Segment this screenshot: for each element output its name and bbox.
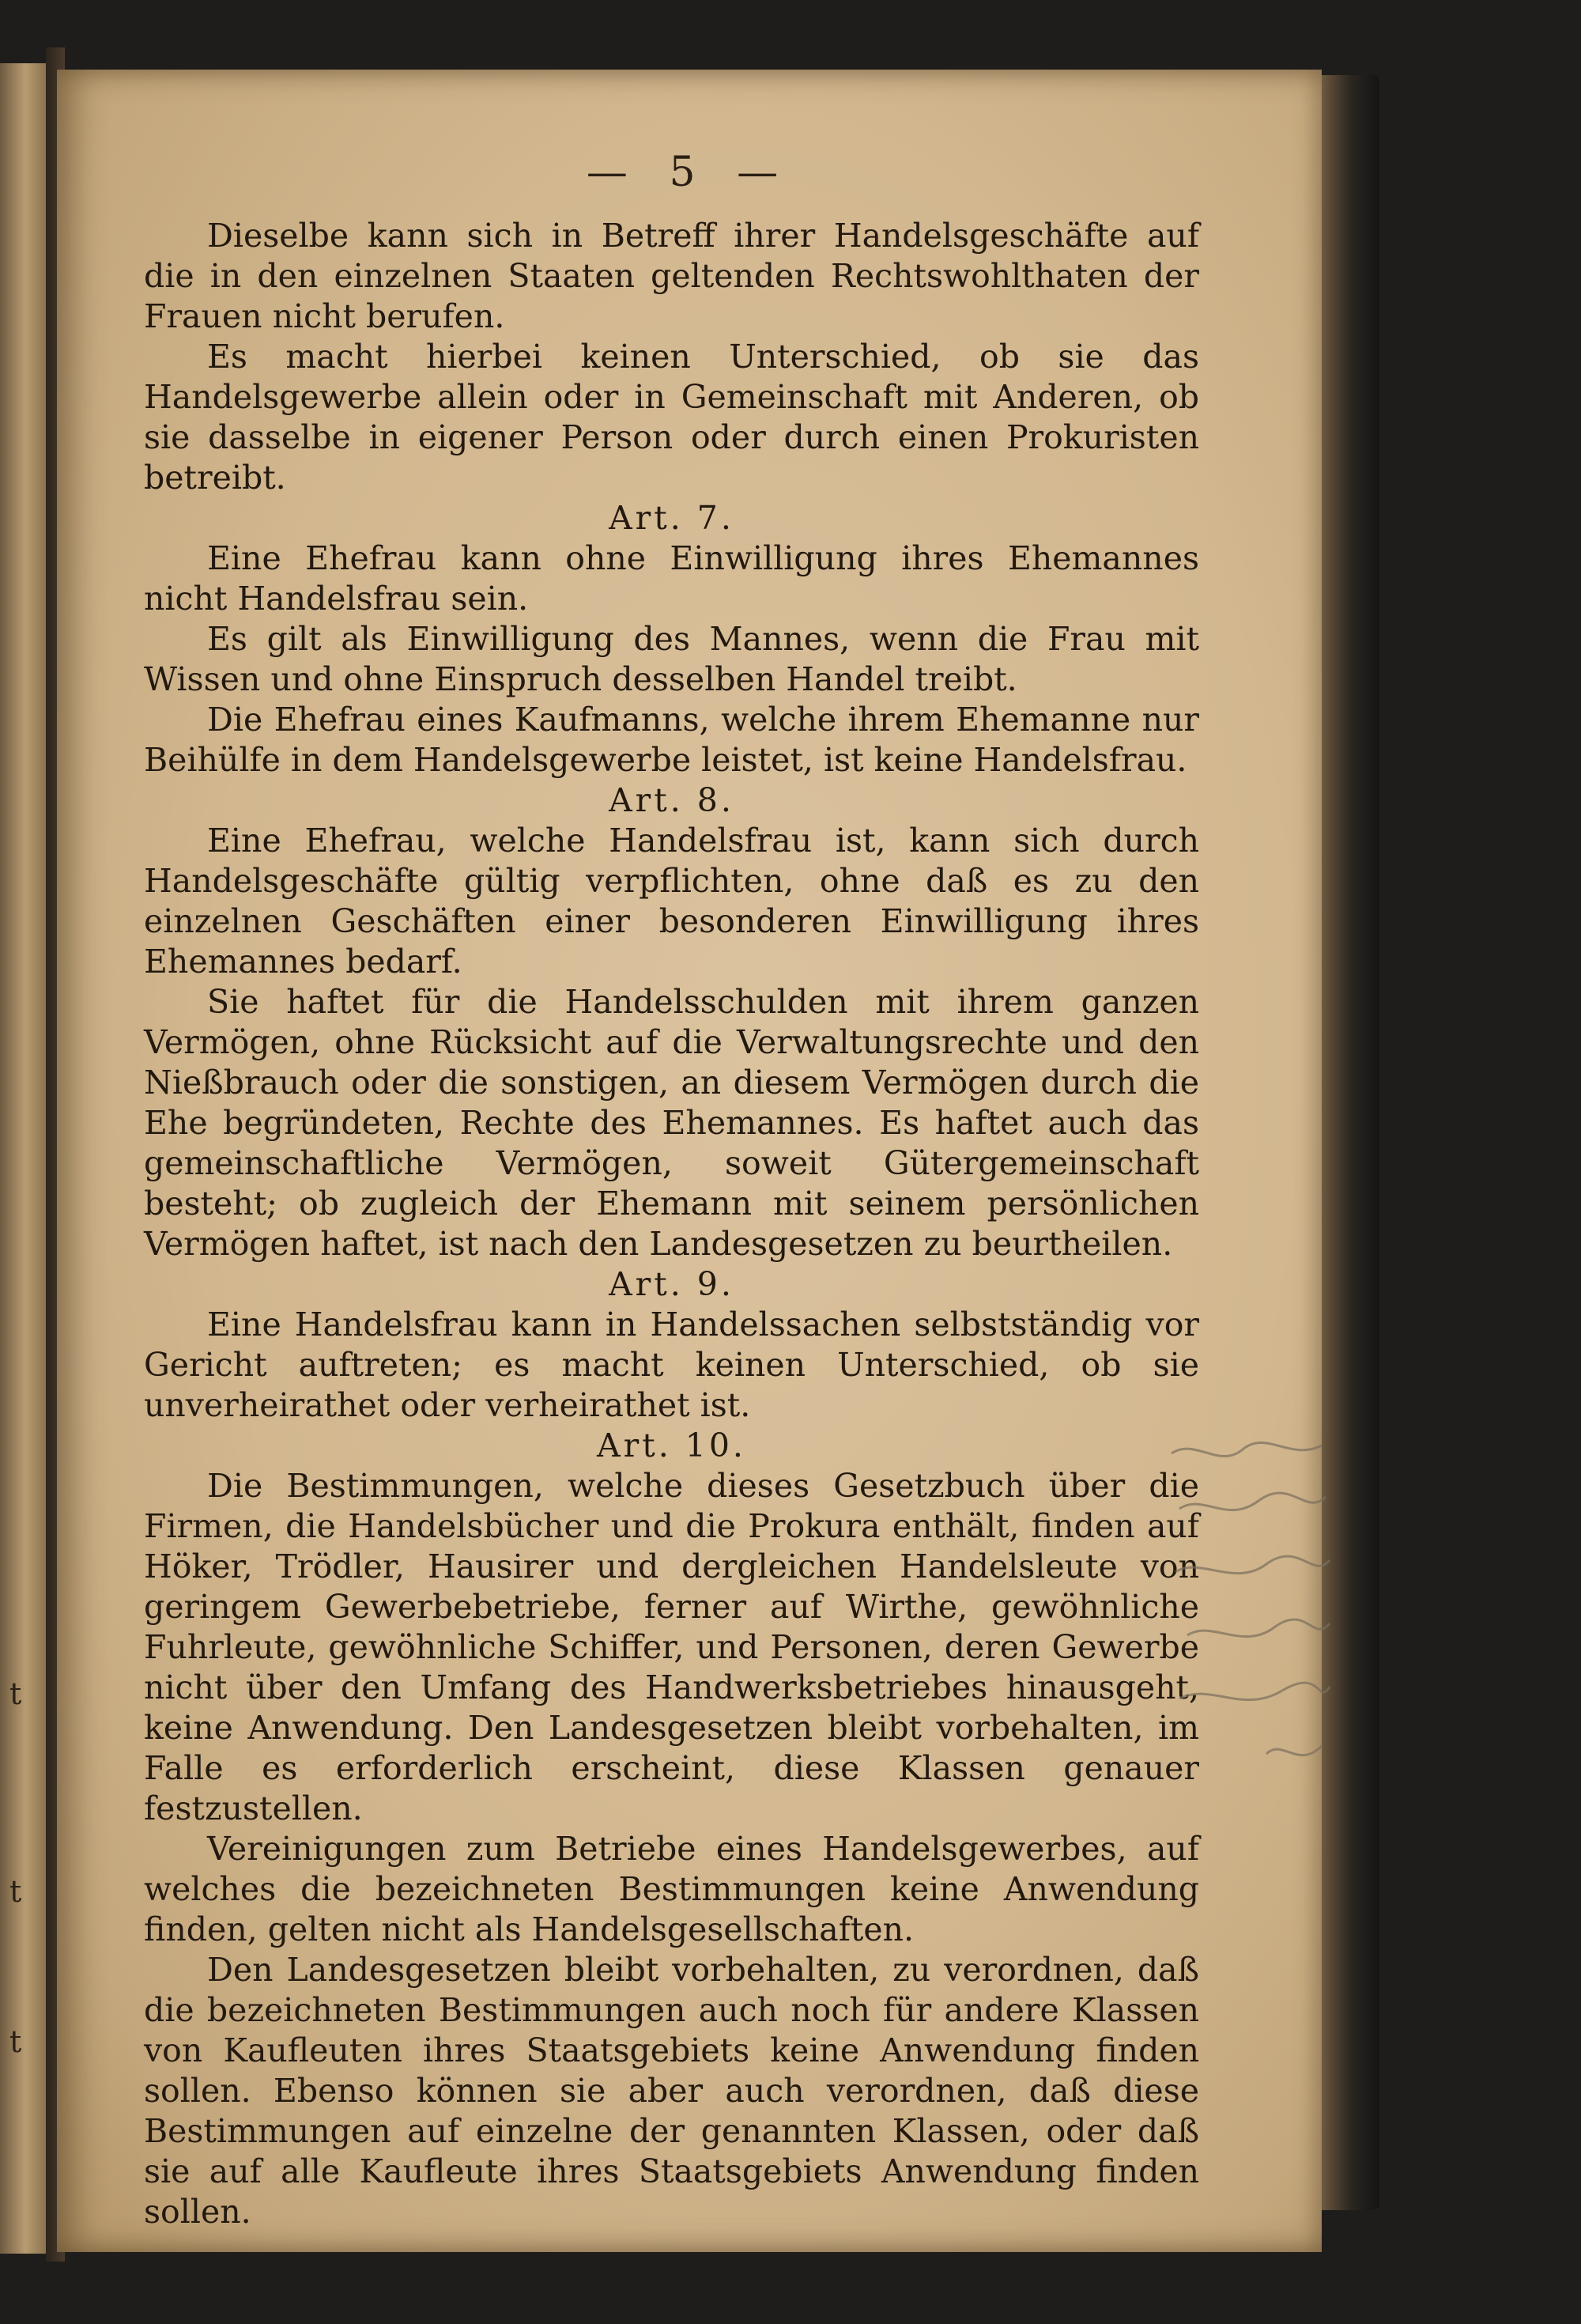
paragraph: Eine Ehefrau, welche Handelsfrau ist, kann sich durch Handelsgeschäfte gültig verpflichten, ohne daß es zu den einzelnen Geschäften einer besonderen Einwilligung ihres Ehemannes bedarf.: [144, 822, 1199, 981]
book-page: [57, 70, 1322, 2252]
paragraph: Dieselbe kann sich in Betreff ihrer Handelsgeschäfte auf die in den einzelnen Staaten geltenden Rechtswohlthaten der Frauen nicht berufen.: [144, 217, 1199, 335]
previous-page-letter: t: [9, 2024, 22, 2059]
page-number-value: 5: [669, 149, 710, 196]
paragraph: Es macht hierbei keinen Unterschied, ob sie das Handelsgewerbe allein oder in Gemeinschaft mit Anderen, ob sie dasselbe in eigener Person oder durch einen Prokuristen betreibt.: [144, 338, 1199, 497]
page-text: [144, 216, 1199, 2232]
article-heading: Art. 10.: [597, 1427, 746, 1464]
paragraph: Eine Handelsfrau kann in Handelssachen selbstständig vor Gericht auftreten; es macht keinen Unterschied, ob sie unverheirathet oder verheirathet ist.: [144, 1306, 1199, 1424]
previous-page-letter: t: [9, 1874, 22, 1909]
paragraph: Die Ehefrau eines Kaufmanns, welche ihrem Ehemanne nur Beihülfe in dem Handelsgewerbe leistet, ist keine Handelsfrau.: [144, 701, 1199, 779]
article-heading: Art. 9.: [609, 1265, 734, 1303]
article-heading: Art. 8.: [609, 781, 734, 819]
article-heading: Art. 7.: [609, 499, 734, 537]
previous-page-letter: t: [9, 1676, 22, 1711]
paragraph: Es gilt als Einwilligung des Mannes, wenn die Frau mit Wissen und ohne Einspruch desselben Handel treibt.: [144, 620, 1199, 698]
previous-page-edge: [0, 63, 46, 2254]
paragraph: Sie haftet für die Handelsschulden mit ihrem ganzen Vermögen, ohne Rücksicht auf die Verwaltungsrechte und den Nießbrauch oder die sonstigen, an diesem Vermögen durch die Ehe begründeten, Rechte des Ehemannes. Es haftet auch das gemeinschaftliche Vermögen, soweit Gütergemeinschaft besteht; ob zugleich der Ehemann mit seinem persönlichen Vermögen haftet, ist nach den Landesgesetzen zu beurtheilen.: [144, 983, 1199, 1263]
paragraph: Den Landesgesetzen bleibt vorbehalten, zu verordnen, daß die bezeichneten Bestimmungen auch noch für andere Klassen von Kaufleuten ihres Staatsgebiets keine Anwendung finden sollen. Ebenso können sie aber auch verordnen, daß diese Bestimmungen auf einzelne der genannten Klassen, oder daß sie auf alle Kaufleute ihres Staatsgebiets Anwendung finden sollen.: [144, 1951, 1199, 2231]
paragraph: Eine Ehefrau kann ohne Einwilligung ihres Ehemannes nicht Handelsfrau sein.: [144, 539, 1199, 618]
paragraph: Vereinigungen zum Betriebe eines Handelsgewerbes, auf welches die bezeichneten Bestimmungen keine Anwendung finden, gelten nicht als Handelsgesellschaften.: [144, 1830, 1199, 1948]
previous-page-letters: [6, 63, 38, 2254]
paragraph: Die Bestimmungen, welche dieses Gesetzbuch über die Firmen, die Handelsbücher und die Prokura enthält, finden auf Höker, Trödler, Hausirer und dergleichen Handelsleute von geringem Gewerbebetriebe, ferner auf Wirthe, gewöhnliche Fuhrleute, gewöhnliche Schiffer, und Personen, deren Gewerbe nicht über den Umfang des Handwerksbetriebes hinausgeht, keine Anwendung. Den Landesgesetzen bleibt vorbehalten, im Falle es erforderlich erscheint, diese Klassen genauer festzustellen.: [144, 1467, 1199, 1827]
page-number: — 5 —: [586, 149, 793, 196]
